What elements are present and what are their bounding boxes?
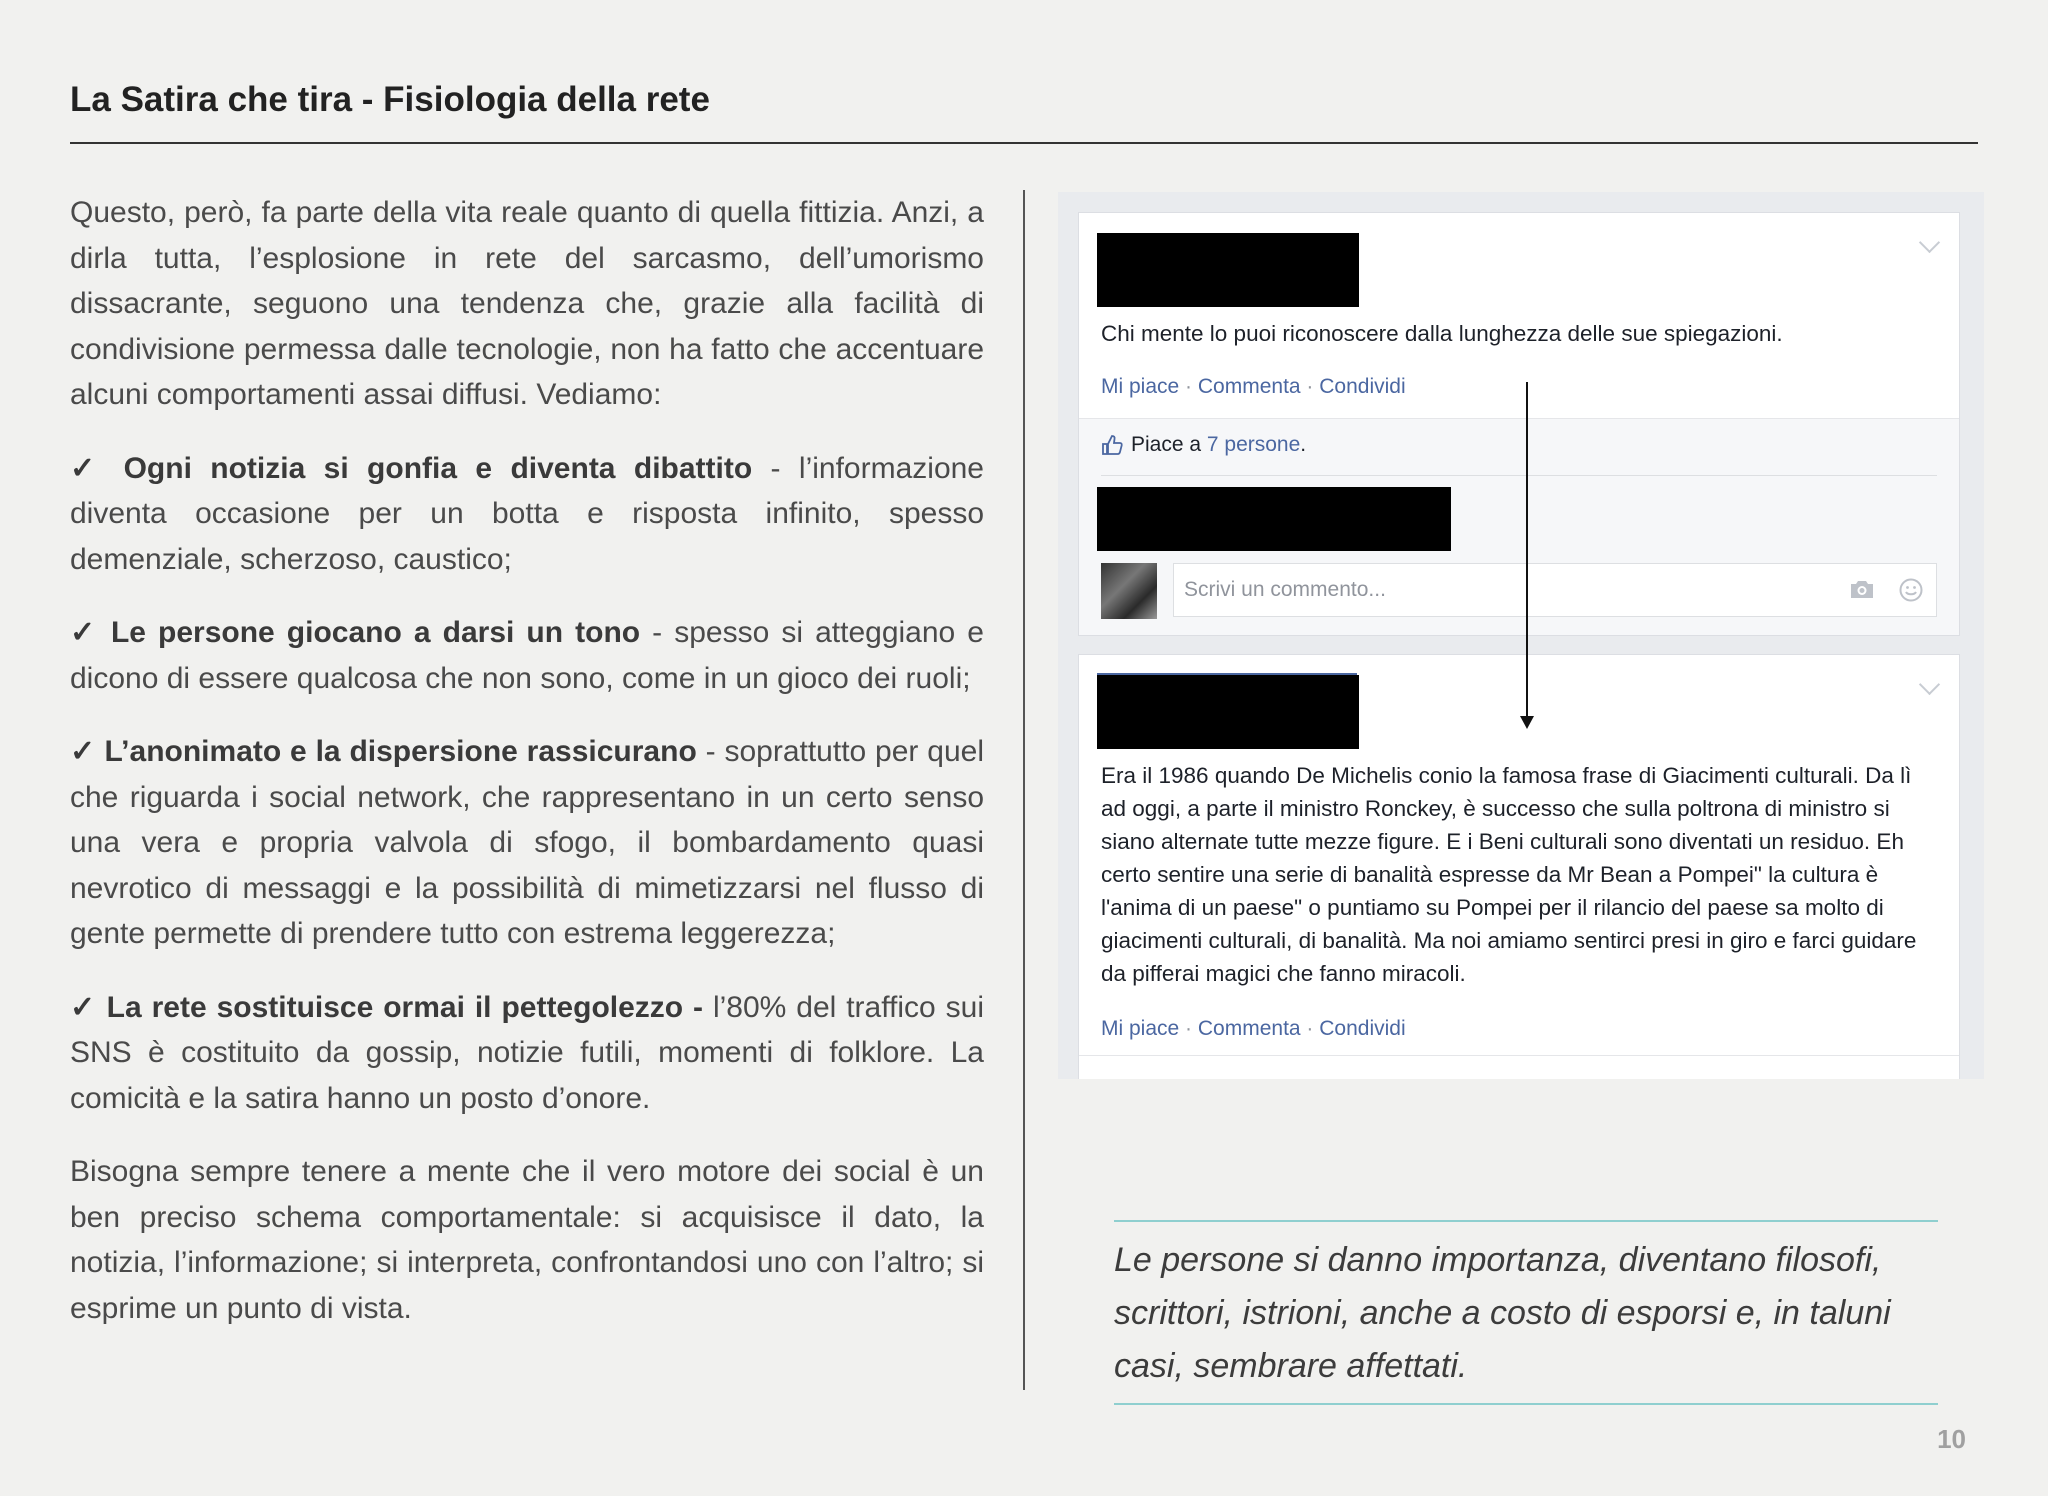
bullet-item <box>70 985 984 1122</box>
bullet-item <box>70 610 984 701</box>
arrow-annotation <box>1526 382 1528 720</box>
comment-link[interactable]: Commenta <box>1197 1017 1301 1040</box>
chevron-down-icon[interactable] <box>1919 674 1940 695</box>
avatar <box>1101 563 1157 619</box>
column-divider <box>1023 190 1025 1390</box>
likes-and-comments-area <box>1079 418 1959 635</box>
page-number: 10 <box>1937 1424 1966 1454</box>
bullet-text: l’80% del traffico sui SNS è costituito da gossip, notizie futili, momenti di folklore. La comicità e la satira hanno un posto d’onore. <box>70 990 984 1115</box>
check-icon: ✓ <box>70 451 106 485</box>
emoji-icon[interactable] <box>1898 577 1924 603</box>
bullet-text: - spesso si atteggiano e dicono di essere qualcosa che non sono, come in un gioco dei ruoli; <box>70 616 984 695</box>
chevron-down-icon[interactable] <box>1919 232 1940 253</box>
post-actions: Mi piace · Commenta · Condividi <box>1101 1017 1406 1040</box>
closing-paragraph: Bisogna sempre tenere a mente che il vero motore dei social è un ben preciso schema comportamentale: si acquisisce il dato, la notizia, l’informazione; si interpreta, confrontandosi uno con l’altro; si esprime un punto di vista. <box>70 1155 984 1325</box>
divider <box>1101 475 1937 476</box>
facebook-post-1 <box>1078 212 1960 636</box>
share-link[interactable]: Condividi <box>1319 375 1406 398</box>
pull-quote: Le persone si danno importanza, diventano filosofi, scrittori, istrioni, anche a costo di esporsi e, in taluni casi, sembrare affettati. <box>1114 1241 1891 1385</box>
check-icon: ✓ <box>70 616 99 649</box>
redacted-author-name <box>1097 233 1359 307</box>
bullet-text: - l’informazione diventa occasione per un botta e risposta infinito, spesso demenziale, scherzoso, caustico; <box>70 451 984 576</box>
quote-top-rule <box>1114 1220 1938 1222</box>
redacted-comment <box>1097 487 1451 551</box>
likes-count-link[interactable]: 7 persone <box>1206 433 1301 456</box>
post-text: Chi mente lo puoi riconoscere dalla lunghezza delle sue spiegazioni. <box>1101 321 1783 346</box>
bullet-heading: Ogni notizia si gonfia e diventa dibattito <box>123 451 753 485</box>
share-link[interactable]: Condividi <box>1319 1017 1406 1040</box>
body-text-column <box>70 190 984 1359</box>
comment-input[interactable]: Scrivi un commento... <box>1173 563 1937 617</box>
bullet-item <box>70 446 984 583</box>
like-link[interactable]: Mi piace <box>1101 1017 1180 1040</box>
bullet-text: - soprattutto per quel che riguarda i social network, che rappresentano in un certo senso una vera e propria valvola di sfogo, il bombardamento quasi nevrotico di messaggi e la possibilità di mimetizzarsi nel flusso di gente permette di prendere tutto con estrema leggerezza; <box>70 735 984 950</box>
divider <box>1079 1055 1959 1056</box>
redacted-author-name <box>1097 675 1359 749</box>
header-divider <box>70 142 1978 144</box>
comment-link[interactable]: Commenta <box>1197 375 1301 398</box>
like-link[interactable]: Mi piace <box>1101 375 1180 398</box>
likes-summary: Piace a 7 persone. <box>1101 433 1306 457</box>
bullet-heading: La rete sostituisce ormai il pettegolezzo - <box>106 990 704 1024</box>
thumbs-up-icon <box>1101 434 1123 456</box>
facebook-post-2 <box>1078 654 1960 1079</box>
bullet-heading: Le persone giocano a darsi un tono <box>110 616 641 649</box>
post-actions: Mi piace · Commenta · Condividi <box>1101 375 1406 398</box>
post-text: Era il 1986 quando De Michelis conio la famosa frase di Giacimenti culturali. Da lì ad oggi, a parte il ministro Ronckey, è successo che sulla poltrona di ministro si siano alternate tutte mezze figure. E i Beni culturali sono diventati un residuo. Eh certo sentire una serie di banalità espresse da Mr Bean a Pompei" la cultura è l'anima di un paese" o puntiamo su Pompei per il rilancio del paese sa molto di giacimenti culturali, di banalità. Ma noi amiamo sentirci presi in giro e farci guidare da pifferai magici che fanno miracoli. <box>1101 763 1917 986</box>
camera-icon[interactable] <box>1848 577 1876 601</box>
arrow-down-icon <box>1520 716 1534 729</box>
intro-paragraph: Questo, però, fa parte della vita reale quanto di quella fittizia. Anzi, a dirla tutta, l’esplosione in rete del sarcasmo, dell’umorismo dissacrante, seguono una tendenza che, grazie alla facilità di condivisione permessa dalle tecnologie, non ha fatto che accentuare alcuni comportamenti assai diffusi. Vediamo: <box>70 196 984 411</box>
bullet-item <box>70 729 984 957</box>
page-title: La Satira che tira - Fisiologia della rete <box>70 80 710 119</box>
bullet-heading: L’anonimato e la dispersione rassicurano <box>104 735 697 768</box>
check-icon: ✓ <box>70 990 97 1024</box>
quote-bottom-rule <box>1114 1403 1938 1405</box>
check-icon: ✓ <box>70 735 96 768</box>
facebook-screenshot <box>1058 192 1984 1079</box>
